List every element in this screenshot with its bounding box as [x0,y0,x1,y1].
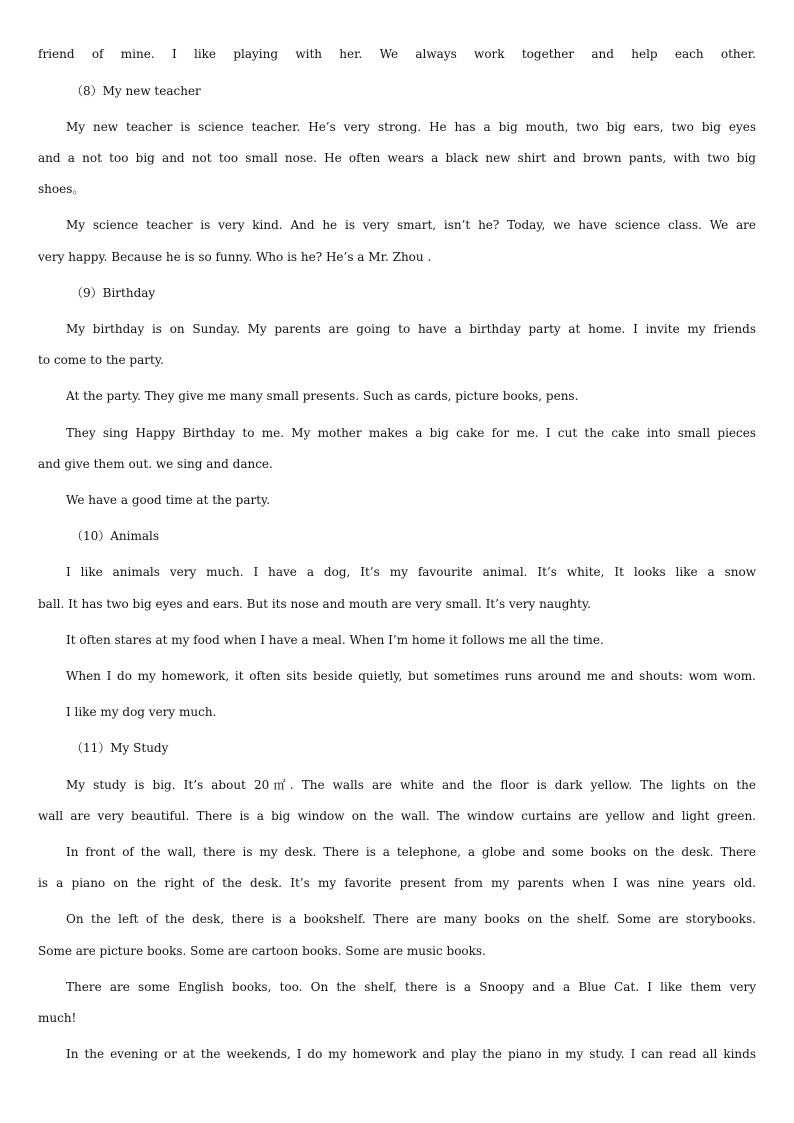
text-line: They sing Happy Birthday to me. My mother makes a big cake for me. I cut the cake into small pieces [66,426,756,440]
text-line: and a not too big and not too small nose. He often wears a black new shirt and brown pants, with two big [38,151,756,165]
text-line: My new teacher is science teacher. He’s very strong. He has a big mouth, two big ears, two big eyes [66,120,756,134]
section-heading-my-new-teacher: （8）My new teacher [71,84,201,98]
text-line: In the evening or at the weekends, I do my homework and play the piano in my study. I can read all kinds [66,1047,756,1061]
text-line: At the party. They give me many small presents. Such as cards, picture books, pens. [66,389,579,403]
text-line: very happy. Because he is so funny. Who is he? He’s a Mr. Zhou . [38,250,432,264]
text-line: I like animals very much. I have a dog, It’s my favourite animal. It’s white, It looks like a snow [66,565,756,579]
text-line: It often stares at my food when I have a meal. When I’m home it follows me all the time. [66,633,604,647]
text-line: We have a good time at the party. [66,493,271,507]
section-heading-birthday: （9）Birthday [71,286,156,300]
text-line: ball. It has two big eyes and ears. But its nose and mouth are very small. It’s very naughty. [38,597,591,611]
text-line: wall are very beautiful. There is a big window on the wall. The window curtains are yellow and light green. [38,809,756,823]
text-line: is a piano on the right of the desk. It’s my favorite present from my parents when I was nine years old. [38,876,756,890]
text-line: much! [38,1011,77,1025]
text-line: My science teacher is very kind. And he is very smart, isn’t he? Today, we have science class. We are [66,218,756,232]
text-line: In front of the wall, there is my desk. There is a telephone, a globe and some books on the desk. There [66,845,756,859]
text-line: There are some English books, too. On the shelf, there is a Snoopy and a Blue Cat. I like them very [66,980,756,994]
text-line: When I do my homework, it often sits beside quietly, but sometimes runs around me and shouts: wom wom. [66,669,756,683]
text-line: friend of mine. I like playing with her. We always work together and help each other. [38,47,756,61]
text-line: I like my dog very much. [66,705,217,719]
text-line: On the left of the desk, there is a bookshelf. There are many books on the shelf. Some are storybooks. [66,912,756,926]
text-line: to come to the party. [38,353,164,367]
text-line: My study is big. It’s about 20㎡. The walls are white and the floor is dark yellow. The lights on the [66,778,756,792]
section-heading-animals: （10）Animals [71,529,160,543]
text-line: My birthday is on Sunday. My parents are going to have a birthday party at home. I invite my friends [66,322,756,336]
text-line: and give them out. we sing and dance. [38,457,273,471]
section-heading-my-study: （11）My Study [71,741,169,755]
text-line: shoes。 [38,182,85,196]
text-line: Some are picture books. Some are cartoon books. Some are music books. [38,944,486,958]
